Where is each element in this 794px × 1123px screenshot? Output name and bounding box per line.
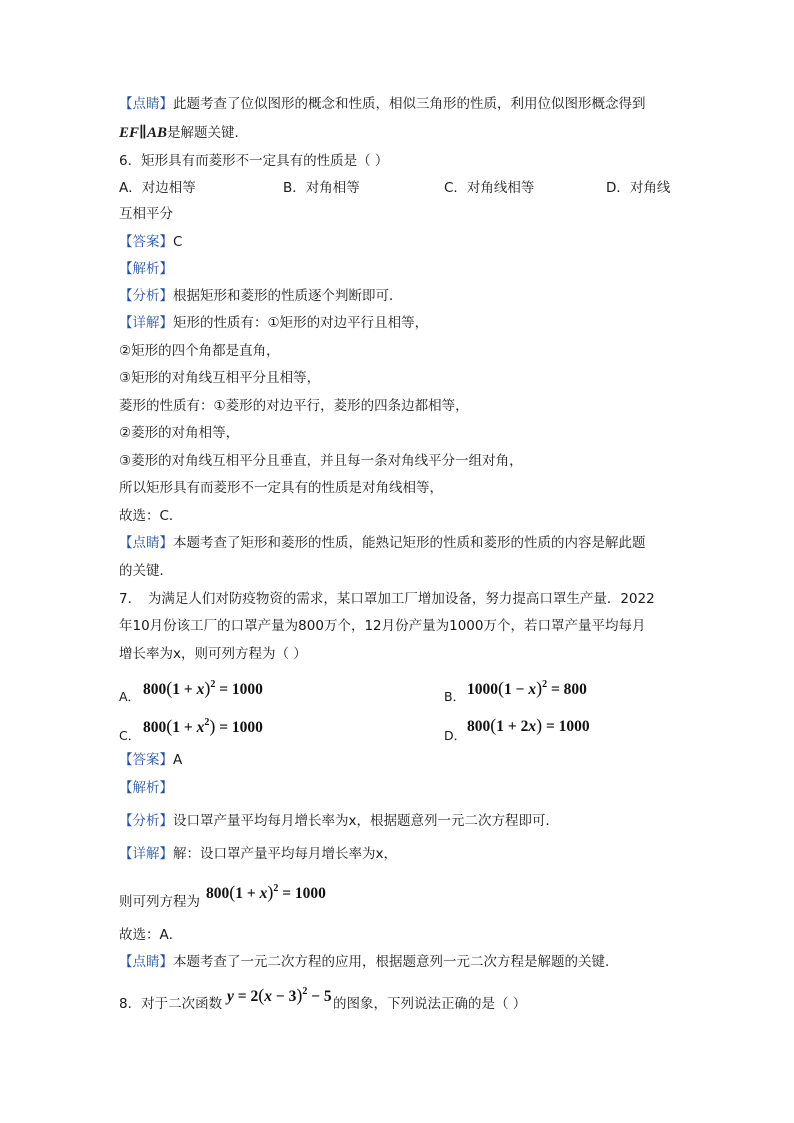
detail-tag: 【详解】	[119, 315, 173, 331]
q7-option-c-equation: $800(1 + x^2) = 1000$	[143, 716, 263, 736]
q7-option-b-label: B．	[444, 689, 466, 704]
q8-function-equation: $y = 2(x - 3)^2 - 5$	[227, 985, 332, 1005]
q6-option-d-cont: 互相平分	[119, 206, 173, 222]
q6-detail-line-8: 故选：C．	[119, 508, 183, 524]
math-ef-parallel-ab: EF∥AB	[119, 125, 167, 141]
q5-remark-line-2	[119, 124, 248, 142]
detail-text: 解：设口罩产量平均每月增长率为x，	[173, 846, 397, 862]
q7-detail-line-3: 故选：A．	[119, 927, 183, 943]
fenxi-text: 根据矩形和菱形的性质逐个判断即可．	[173, 288, 403, 304]
q8-stem-post: 的图象，下列说法正确的是（ ）	[333, 996, 527, 1012]
q6-detail-line-7: 所以矩形具有而菱形不一定具有的性质是对角线相等，	[119, 480, 443, 496]
q6-answer	[119, 233, 182, 251]
q7-fenxi	[119, 812, 559, 830]
q6-remark-line-2: 的关键．	[119, 563, 173, 579]
fenxi-tag: 【分析】	[119, 813, 173, 829]
q6-option-a: A．对边相等	[119, 180, 196, 196]
q6-option-c: C．对角线相等	[444, 180, 535, 196]
answer-tag: 【答案】	[119, 234, 173, 250]
answer-value: C	[173, 234, 183, 250]
remark-text: 本题考查了矩形和菱形的性质，能熟记矩形的性质和菱形的性质的内容是解此题	[173, 535, 646, 551]
q6-detail-line-3: ③矩形的对角线互相平分且相等，	[119, 370, 321, 386]
q6-analysis-tag: 【解析】	[119, 261, 173, 277]
q6-remark-line-1	[119, 534, 646, 552]
remark-text: 此题考查了位似图形的概念和性质，相似三角形的性质，利用位似图形概念得到	[173, 96, 646, 112]
q7-option-a-label: A．	[119, 689, 141, 704]
remark-tag: 【点睛】	[119, 535, 173, 551]
fenxi-text: 设口罩产量平均每月增长率为x，根据题意列一元二次方程即可．	[173, 813, 559, 829]
q7-option-c-label: C．	[119, 728, 141, 743]
q7-answer	[119, 751, 182, 769]
q7-option-d-equation: 800(1 + 2x) = 1000	[467, 715, 590, 735]
q6-detail-line-6: ③菱形的对角线互相平分且垂直，并且每一条对角线平分一组对角，	[119, 453, 523, 469]
q6-option-d: D．对角线	[606, 180, 671, 196]
q6-detail-line-1	[119, 314, 428, 332]
q7-stem-line-1: 7． 为满足人们对防疫物资的需求，某口罩加工厂增加设备，努力提高口罩生产量．2022	[119, 591, 655, 607]
q7-detail-line-2: 则可列方程为	[119, 894, 200, 910]
detail-text: 矩形的性质有：①矩形的对边平行且相等，	[173, 315, 429, 331]
q7-option-d-label: D．	[444, 728, 467, 743]
q6-detail-line-5: ②菱形的对角相等，	[119, 425, 240, 441]
q8-stem-pre: 8．对于二次函数	[119, 996, 223, 1012]
q7-stem-line-2: 年10月份该工厂的口罩产量为800万个，12月份产量为1000万个，若口罩产量平均每月	[119, 618, 646, 634]
answer-tag: 【答案】	[119, 752, 173, 768]
q5-remark-line-1	[119, 95, 646, 113]
q7-analysis-tag: 【解析】	[119, 780, 173, 796]
q6-fenxi	[119, 287, 403, 305]
remark-tag: 【点睛】	[119, 96, 173, 112]
q6-detail-line-4: 菱形的性质有：①菱形的对边平行，菱形的四条边都相等，	[119, 398, 469, 414]
q7-remark	[119, 953, 619, 971]
answer-value: A	[173, 752, 183, 768]
q7-option-a-equation: $800(1 + x)^2 = 1000$	[143, 678, 263, 698]
q6-stem: 6．矩形具有而菱形不一定具有的性质是（ ）	[119, 153, 389, 169]
fenxi-tag: 【分析】	[119, 288, 173, 304]
q7-stem-line-3: 增长率为x，则可列方程为（ ）	[119, 646, 307, 662]
q7-option-b-equation: $1000(1 - x)^2 = 800$	[467, 678, 587, 698]
remark-text-end: 是解题关键．	[166, 125, 248, 141]
q6-detail-line-2: ②矩形的四个角都是直角，	[119, 343, 280, 359]
q6-option-b: B．对角相等	[283, 180, 360, 196]
remark-text: 本题考查了一元二次方程的应用，根据题意列一元二次方程是解题的关键．	[173, 954, 619, 970]
remark-tag: 【点睛】	[119, 954, 173, 970]
detail-tag: 【详解】	[119, 846, 173, 862]
q7-detail-line-1	[119, 845, 397, 863]
q7-detail-equation: $800(1 + x)^2 = 1000$	[206, 882, 326, 902]
